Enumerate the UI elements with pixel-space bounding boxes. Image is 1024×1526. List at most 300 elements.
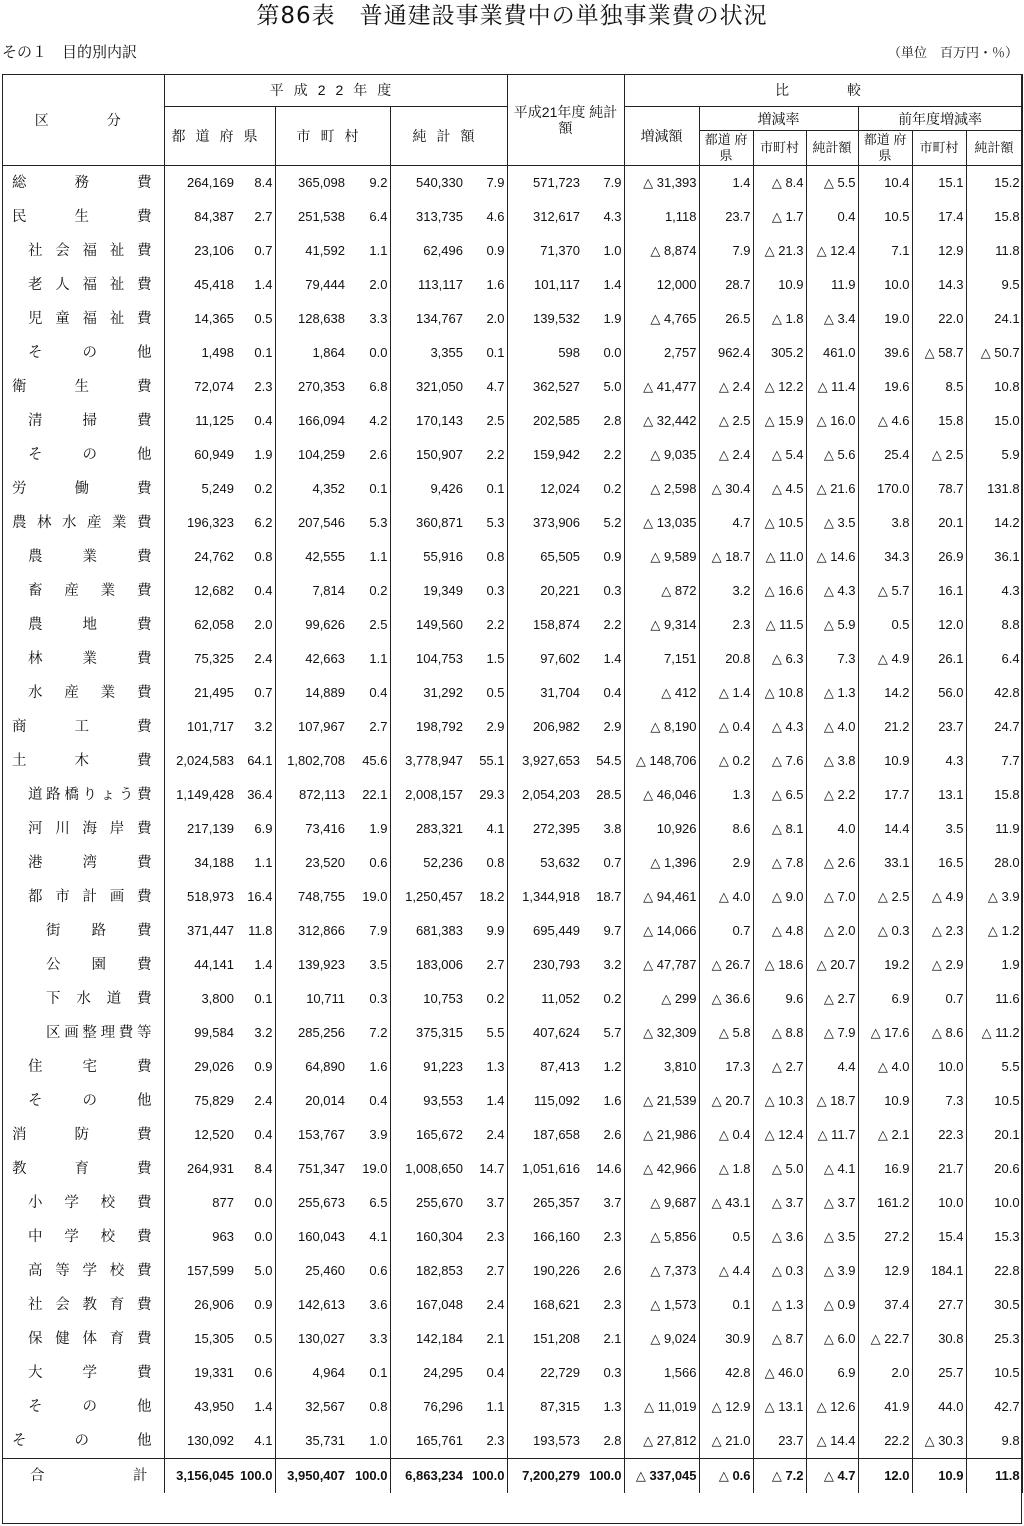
row-label: 大学費 — [2, 1356, 164, 1390]
table-row — [2, 676, 1022, 710]
cell-net-amount: 375,315 — [416, 1025, 463, 1040]
row-label: 住宅費 — [2, 1050, 164, 1084]
header-h22: 平成22年度 — [164, 74, 507, 107]
cell-h21-amount: 151,208 — [533, 1331, 581, 1346]
cell-rate-muni: △ 6.3 — [753, 642, 806, 676]
table-header — [2, 74, 1022, 166]
header-compare: 比 較 — [624, 74, 1022, 107]
cell-prev-rate-pref: △ 4.9 — [858, 642, 912, 676]
cell-muni-amount: 312,866 — [298, 923, 345, 938]
row-label: 林業費 — [2, 642, 164, 676]
cell-diff: △ 41,477 — [624, 370, 699, 404]
cell-h21-amount: 206,982 — [533, 719, 581, 734]
cell-net-amount: 150,907 — [416, 447, 463, 462]
cell-muni-pct: 1.1 — [347, 642, 390, 676]
cell-rate-pref: △ 2.4 — [699, 370, 753, 404]
row-label: 商工費 — [2, 710, 164, 744]
cell-prev-rate-pref: 12.0 — [858, 1459, 912, 1494]
cell-rate-muni: △ 1.8 — [753, 302, 806, 336]
cell-net-amount: 93,553 — [423, 1093, 463, 1108]
cell-net-amount: 182,853 — [416, 1263, 463, 1278]
cell-pref-amount: 877 — [212, 1195, 234, 1210]
cell-net-pct: 2.5 — [465, 404, 507, 438]
cell-diff: △ 9,589 — [624, 540, 699, 574]
cell-prev-rate-pref: 10.5 — [858, 200, 912, 234]
cell-prev-rate-net: 14.2 — [966, 506, 1022, 540]
cell-prev-rate-muni: 27.7 — [912, 1288, 966, 1322]
cell-h21-amount: 695,449 — [533, 923, 581, 938]
cell-rate-pref: 962.4 — [699, 336, 753, 370]
cell-prev-rate-pref: △ 2.1 — [858, 1118, 912, 1152]
cell-muni-pct: 7.2 — [347, 1016, 390, 1050]
cell-pref-amount: 371,447 — [187, 923, 234, 938]
cell-prev-rate-muni: △ 2.5 — [912, 438, 966, 472]
row-label: 高等学校費 — [2, 1254, 164, 1288]
cell-pref-pct: 2.4 — [236, 1084, 275, 1118]
cell-pref-pct: 0.1 — [236, 336, 275, 370]
cell-prev-rate-muni: 4.3 — [912, 744, 966, 778]
cell-net-pct: 1.3 — [465, 1050, 507, 1084]
cell-h21-pct: 0.0 — [582, 336, 624, 370]
cell-prev-rate-pref: 10.9 — [858, 744, 912, 778]
cell-prev-rate-muni: 22.0 — [912, 302, 966, 336]
cell-diff: △ 299 — [624, 982, 699, 1016]
cell-pref-amount: 99,584 — [194, 1025, 234, 1040]
cell-h21-pct: 5.2 — [582, 506, 624, 540]
cell-prev-rate-muni: △ 8.6 — [912, 1016, 966, 1050]
cell-prev-rate-net: 42.8 — [966, 676, 1022, 710]
row-label: 総務費 — [2, 166, 164, 201]
cell-prev-rate-pref: 10.0 — [858, 268, 912, 302]
cell-net-pct: 2.4 — [465, 1288, 507, 1322]
cell-rate-pref: △ 2.4 — [699, 438, 753, 472]
cell-rate-pref: 30.9 — [699, 1322, 753, 1356]
cell-rate-pref: 7.9 — [699, 234, 753, 268]
cell-diff: △ 47,787 — [624, 948, 699, 982]
cell-h21-amount: 166,160 — [533, 1229, 581, 1244]
cell-rate-net: △ 11.4 — [806, 370, 858, 404]
table-row — [2, 404, 1022, 438]
cell-rate-pref: △ 0.2 — [699, 744, 753, 778]
cell-rate-muni: △ 5.0 — [753, 1152, 806, 1186]
table-row — [2, 1016, 1022, 1050]
cell-h21-pct: 1.0 — [582, 234, 624, 268]
table-row — [2, 744, 1022, 778]
cell-muni-amount: 153,767 — [298, 1127, 345, 1142]
data-table — [2, 74, 1023, 1493]
cell-pref-pct: 36.4 — [236, 778, 275, 812]
cell-rate-net: △ 3.7 — [806, 1186, 858, 1220]
cell-diff: 10,926 — [624, 812, 699, 846]
cell-pref-pct: 16.4 — [236, 880, 275, 914]
cell-prev-rate-pref: 19.0 — [858, 302, 912, 336]
header-prev-pref: 都道 府県 — [858, 131, 912, 166]
cell-diff: 1,566 — [624, 1356, 699, 1390]
cell-pref-pct: 0.9 — [236, 1050, 275, 1084]
cell-pref-amount: 29,026 — [194, 1059, 234, 1074]
cell-rate-muni: △ 1.7 — [753, 200, 806, 234]
cell-diff: △ 42,966 — [624, 1152, 699, 1186]
row-label: 小学校費 — [2, 1186, 164, 1220]
row-label: 農業費 — [2, 540, 164, 574]
table-row — [2, 1322, 1022, 1356]
cell-rate-muni: △ 4.5 — [753, 472, 806, 506]
cell-diff: △ 46,046 — [624, 778, 699, 812]
cell-h21-amount: 22,729 — [540, 1365, 581, 1380]
cell-h21-pct: 2.3 — [582, 1220, 624, 1254]
cell-net-amount: 167,048 — [416, 1297, 463, 1312]
cell-net-amount: 24,295 — [423, 1365, 463, 1380]
cell-prev-rate-pref: 22.2 — [858, 1424, 912, 1459]
cell-pref-pct: 2.0 — [236, 608, 275, 642]
cell-muni-pct: 1.6 — [347, 1050, 390, 1084]
cell-muni-pct: 9.2 — [347, 166, 390, 201]
cell-pref-amount: 1,149,428 — [176, 787, 234, 802]
cell-prev-rate-net: 28.0 — [966, 846, 1022, 880]
cell-muni-pct: 3.9 — [347, 1118, 390, 1152]
cell-net-pct: 100.0 — [465, 1459, 507, 1494]
cell-pref-amount: 21,495 — [194, 685, 234, 700]
cell-h21-pct: 2.3 — [582, 1288, 624, 1322]
cell-rate-net: △ 5.5 — [806, 166, 858, 201]
cell-muni-pct: 0.3 — [347, 982, 390, 1016]
cell-prev-rate-muni: 15.8 — [912, 404, 966, 438]
cell-prev-rate-muni: 0.7 — [912, 982, 966, 1016]
cell-rate-muni: △ 2.7 — [753, 1050, 806, 1084]
cell-muni-pct: 3.3 — [347, 302, 390, 336]
cell-muni-pct: 0.0 — [347, 336, 390, 370]
table-row — [2, 574, 1022, 608]
cell-pref-amount: 12,520 — [194, 1127, 234, 1142]
cell-prev-rate-muni: 20.1 — [912, 506, 966, 540]
cell-rate-muni: △ 9.0 — [753, 880, 806, 914]
cell-prev-rate-pref: 21.2 — [858, 710, 912, 744]
row-label: 清掃費 — [2, 404, 164, 438]
cell-rate-muni: △ 4.3 — [753, 710, 806, 744]
header-rate-muni: 市町村 — [753, 131, 806, 166]
cell-rate-net: 4.0 — [806, 812, 858, 846]
cell-net-pct: 9.9 — [465, 914, 507, 948]
cell-rate-muni: △ 10.8 — [753, 676, 806, 710]
cell-pref-pct: 3.2 — [236, 710, 275, 744]
cell-rate-muni: 10.9 — [753, 268, 806, 302]
cell-h21-amount: 31,704 — [540, 685, 581, 700]
row-label: 都市計画費 — [2, 880, 164, 914]
cell-pref-pct: 0.9 — [236, 1288, 275, 1322]
row-label: 消防費 — [2, 1118, 164, 1152]
cell-rate-net: △ 21.6 — [806, 472, 858, 506]
cell-pref-pct: 0.7 — [236, 234, 275, 268]
cell-diff: △ 13,035 — [624, 506, 699, 540]
cell-net-pct: 18.2 — [465, 880, 507, 914]
cell-pref-pct: 2.7 — [236, 200, 275, 234]
table-row — [2, 846, 1022, 880]
row-label: 合計 — [2, 1459, 164, 1494]
cell-h21-pct: 2.6 — [582, 1254, 624, 1288]
cell-h21-amount: 97,602 — [540, 651, 581, 666]
cell-h21-amount: 87,413 — [540, 1059, 581, 1074]
cell-muni-amount: 751,347 — [298, 1161, 345, 1176]
cell-net-pct: 1.5 — [465, 642, 507, 676]
cell-pref-amount: 84,387 — [194, 209, 234, 224]
cell-prev-rate-net: 15.0 — [966, 404, 1022, 438]
cell-rate-pref: △ 30.4 — [699, 472, 753, 506]
cell-pref-pct: 1.4 — [236, 268, 275, 302]
cell-muni-amount: 10,711 — [306, 991, 345, 1006]
cell-pref-amount: 72,074 — [194, 379, 234, 394]
cell-rate-muni: △ 7.8 — [753, 846, 806, 880]
cell-h21-pct: 2.8 — [582, 1424, 624, 1459]
cell-prev-rate-muni: 184.1 — [912, 1254, 966, 1288]
cell-diff: △ 9,687 — [624, 1186, 699, 1220]
cell-muni-amount: 142,613 — [298, 1297, 345, 1312]
cell-h21-amount: 11,052 — [541, 991, 581, 1006]
cell-net-pct: 0.1 — [465, 336, 507, 370]
cell-rate-pref: 1.3 — [699, 778, 753, 812]
cell-prev-rate-net: 5.5 — [966, 1050, 1022, 1084]
cell-h21-pct: 3.8 — [582, 812, 624, 846]
cell-prev-rate-pref: 33.1 — [858, 846, 912, 880]
cell-rate-pref: 23.7 — [699, 200, 753, 234]
cell-muni-amount: 32,567 — [305, 1399, 345, 1414]
cell-rate-pref: 42.8 — [699, 1356, 753, 1390]
cell-prev-rate-muni: 15.1 — [912, 166, 966, 201]
row-label: 農地費 — [2, 608, 164, 642]
cell-h21-pct: 0.4 — [582, 676, 624, 710]
cell-rate-muni: △ 0.3 — [753, 1254, 806, 1288]
cell-h21-pct: 1.4 — [582, 268, 624, 302]
table-row — [2, 880, 1022, 914]
cell-pref-amount: 1,498 — [201, 345, 234, 360]
cell-pref-pct: 11.8 — [236, 914, 275, 948]
table-row — [2, 948, 1022, 982]
cell-muni-amount: 4,352 — [312, 481, 345, 496]
cell-muni-amount: 25,460 — [305, 1263, 345, 1278]
cell-pref-pct: 6.9 — [236, 812, 275, 846]
cell-rate-pref: 2.3 — [699, 608, 753, 642]
cell-rate-pref: 1.4 — [699, 166, 753, 201]
cell-pref-amount: 43,950 — [194, 1399, 234, 1414]
cell-prev-rate-pref: 161.2 — [858, 1186, 912, 1220]
cell-prev-rate-net: 10.5 — [966, 1084, 1022, 1118]
cell-prev-rate-net: 11.8 — [966, 1459, 1022, 1494]
cell-net-pct: 2.4 — [465, 1118, 507, 1152]
cell-prev-rate-net: 9.5 — [966, 268, 1022, 302]
cell-prev-rate-muni: 56.0 — [912, 676, 966, 710]
cell-muni-pct: 0.2 — [347, 574, 390, 608]
cell-net-amount: 91,223 — [423, 1059, 463, 1074]
cell-net-pct: 2.2 — [465, 438, 507, 472]
cell-muni-pct: 3.3 — [347, 1322, 390, 1356]
cell-net-amount: 540,330 — [416, 175, 463, 190]
cell-rate-net: △ 2.2 — [806, 778, 858, 812]
cell-rate-net: △ 3.5 — [806, 1220, 858, 1254]
cell-h21-pct: 0.3 — [582, 574, 624, 608]
cell-diff: △ 9,314 — [624, 608, 699, 642]
row-label: 公園費 — [2, 948, 164, 982]
table-row — [2, 914, 1022, 948]
cell-net-amount: 10,753 — [423, 991, 463, 1006]
cell-prev-rate-muni: △ 58.7 — [912, 336, 966, 370]
cell-prev-rate-net: 15.2 — [966, 166, 1022, 201]
cell-rate-muni: △ 6.5 — [753, 778, 806, 812]
cell-h21-pct: 5.0 — [582, 370, 624, 404]
cell-rate-net: △ 18.7 — [806, 1084, 858, 1118]
cell-muni-pct: 22.1 — [347, 778, 390, 812]
cell-rate-net: △ 4.0 — [806, 710, 858, 744]
row-label: 農林水産業費 — [2, 506, 164, 540]
row-label: 区画整理費等 — [2, 1016, 164, 1050]
cell-diff: △ 872 — [624, 574, 699, 608]
cell-prev-rate-muni: 10.0 — [912, 1050, 966, 1084]
cell-pref-amount: 75,325 — [194, 651, 234, 666]
cell-pref-amount: 3,156,045 — [164, 1459, 236, 1494]
cell-muni-pct: 0.6 — [347, 846, 390, 880]
cell-h21-pct: 9.7 — [582, 914, 624, 948]
cell-rate-muni: △ 15.9 — [753, 404, 806, 438]
cell-pref-amount: 3,800 — [201, 991, 234, 1006]
cell-muni-pct: 1.1 — [347, 540, 390, 574]
cell-net-amount: 165,761 — [416, 1433, 463, 1448]
cell-h21-pct: 1.2 — [582, 1050, 624, 1084]
cell-prev-rate-muni: 7.3 — [912, 1084, 966, 1118]
cell-rate-pref: 3.2 — [699, 574, 753, 608]
cell-rate-net: △ 20.7 — [806, 948, 858, 982]
cell-rate-net: △ 2.7 — [806, 982, 858, 1016]
header-prev-rate: 前年度増減率 — [858, 107, 1022, 131]
cell-prev-rate-muni: 10.9 — [912, 1459, 966, 1494]
cell-h21-pct: 2.2 — [582, 608, 624, 642]
cell-diff: △ 11,019 — [624, 1390, 699, 1424]
cell-net-amount: 31,292 — [423, 685, 463, 700]
cell-prev-rate-net: 20.1 — [966, 1118, 1022, 1152]
cell-muni-amount: 23,520 — [305, 855, 345, 870]
cell-rate-net: △ 3.5 — [806, 506, 858, 540]
table-row — [2, 778, 1022, 812]
cell-rate-net: △ 4.3 — [806, 574, 858, 608]
cell-net-pct: 29.3 — [465, 778, 507, 812]
cell-muni-amount: 35,731 — [305, 1433, 345, 1448]
cell-h21-pct: 5.7 — [582, 1016, 624, 1050]
cell-rate-pref: △ 2.5 — [699, 404, 753, 438]
cell-prev-rate-net: 25.3 — [966, 1322, 1022, 1356]
row-label: 中学校費 — [2, 1220, 164, 1254]
cell-rate-muni: △ 18.6 — [753, 948, 806, 982]
cell-prev-rate-net: 20.6 — [966, 1152, 1022, 1186]
cell-muni-amount: 166,094 — [298, 413, 345, 428]
cell-rate-pref: 0.7 — [699, 914, 753, 948]
table-row — [2, 1254, 1022, 1288]
cell-muni-amount: 1,802,708 — [287, 753, 345, 768]
cell-pref-pct: 8.4 — [236, 166, 275, 201]
table-row — [2, 1459, 1022, 1494]
cell-rate-net: △ 3.9 — [806, 1254, 858, 1288]
cell-net-pct: 2.1 — [465, 1322, 507, 1356]
cell-pref-amount: 12,682 — [194, 583, 234, 598]
cell-h21-amount: 187,658 — [533, 1127, 581, 1142]
cell-diff: △ 8,874 — [624, 234, 699, 268]
cell-muni-pct: 6.8 — [347, 370, 390, 404]
cell-muni-amount: 872,113 — [298, 787, 345, 802]
cell-prev-rate-pref: 3.8 — [858, 506, 912, 540]
header-net: 純計額 — [390, 107, 507, 166]
cell-rate-pref: 17.3 — [699, 1050, 753, 1084]
cell-muni-pct: 6.5 — [347, 1186, 390, 1220]
cell-rate-muni: △ 10.3 — [753, 1084, 806, 1118]
cell-diff: △ 148,706 — [624, 744, 699, 778]
cell-rate-pref: △ 36.6 — [699, 982, 753, 1016]
cell-prev-rate-net: 10.0 — [966, 1186, 1022, 1220]
cell-prev-rate-pref: 41.9 — [858, 1390, 912, 1424]
cell-pref-amount: 44,141 — [194, 957, 234, 972]
cell-h21-pct: 100.0 — [582, 1459, 624, 1494]
cell-pref-amount: 14,365 — [194, 311, 234, 326]
cell-h21-amount: 1,344,918 — [522, 889, 581, 904]
cell-prev-rate-net: 11.6 — [966, 982, 1022, 1016]
table-subtitle: その１ 目的別内訳 — [2, 43, 138, 61]
cell-prev-rate-net: 4.3 — [966, 574, 1022, 608]
cell-prev-rate-net: 42.7 — [966, 1390, 1022, 1424]
cell-muni-amount: 365,098 — [298, 175, 345, 190]
row-label: 下水道費 — [2, 982, 164, 1016]
cell-prev-rate-net: 11.9 — [966, 812, 1022, 846]
cell-rate-muni: 23.7 — [753, 1424, 806, 1459]
cell-h21-pct: 2.1 — [582, 1322, 624, 1356]
cell-rate-net: 11.9 — [806, 268, 858, 302]
cell-diff: 2,757 — [624, 336, 699, 370]
cell-h21-pct: 3.2 — [582, 948, 624, 982]
cell-pref-amount: 24,762 — [194, 549, 234, 564]
cell-net-pct: 0.2 — [465, 982, 507, 1016]
cell-h21-amount: 3,927,653 — [522, 753, 581, 768]
table-row — [2, 1152, 1022, 1186]
cell-net-amount: 62,496 — [423, 243, 463, 258]
cell-h21-amount: 7,200,279 — [507, 1459, 582, 1494]
cell-muni-amount: 73,416 — [305, 821, 345, 836]
cell-net-amount: 313,735 — [416, 209, 463, 224]
cell-net-pct: 0.4 — [465, 1356, 507, 1390]
cell-prev-rate-muni: 12.9 — [912, 234, 966, 268]
cell-pref-pct: 6.2 — [236, 506, 275, 540]
cell-rate-net: △ 12.6 — [806, 1390, 858, 1424]
cell-prev-rate-muni: 22.3 — [912, 1118, 966, 1152]
cell-h21-amount: 101,117 — [533, 277, 581, 292]
cell-diff: △ 5,856 — [624, 1220, 699, 1254]
row-label: その他 — [2, 336, 164, 370]
cell-prev-rate-muni: 78.7 — [912, 472, 966, 506]
cell-prev-rate-muni: 44.0 — [912, 1390, 966, 1424]
cell-h21-pct: 0.9 — [582, 540, 624, 574]
cell-net-pct: 1.4 — [465, 1084, 507, 1118]
header-prev-muni: 市町村 — [912, 131, 966, 166]
cell-diff: △ 7,373 — [624, 1254, 699, 1288]
cell-h21-pct: 1.3 — [582, 1390, 624, 1424]
cell-rate-muni: △ 8.1 — [753, 812, 806, 846]
cell-pref-pct: 1.4 — [236, 1390, 275, 1424]
cell-pref-pct: 0.2 — [236, 472, 275, 506]
row-label: 道路橋りょう費 — [2, 778, 164, 812]
table-row — [2, 812, 1022, 846]
cell-diff: △ 1,573 — [624, 1288, 699, 1322]
cell-prev-rate-net: 7.7 — [966, 744, 1022, 778]
cell-muni-amount: 20,014 — [305, 1093, 345, 1108]
cell-rate-muni: △ 13.1 — [753, 1390, 806, 1424]
cell-rate-muni: △ 4.8 — [753, 914, 806, 948]
cell-h21-amount: 65,505 — [540, 549, 581, 564]
cell-muni-pct: 0.4 — [347, 1084, 390, 1118]
cell-prev-rate-pref: 34.3 — [858, 540, 912, 574]
cell-muni-pct: 5.3 — [347, 506, 390, 540]
